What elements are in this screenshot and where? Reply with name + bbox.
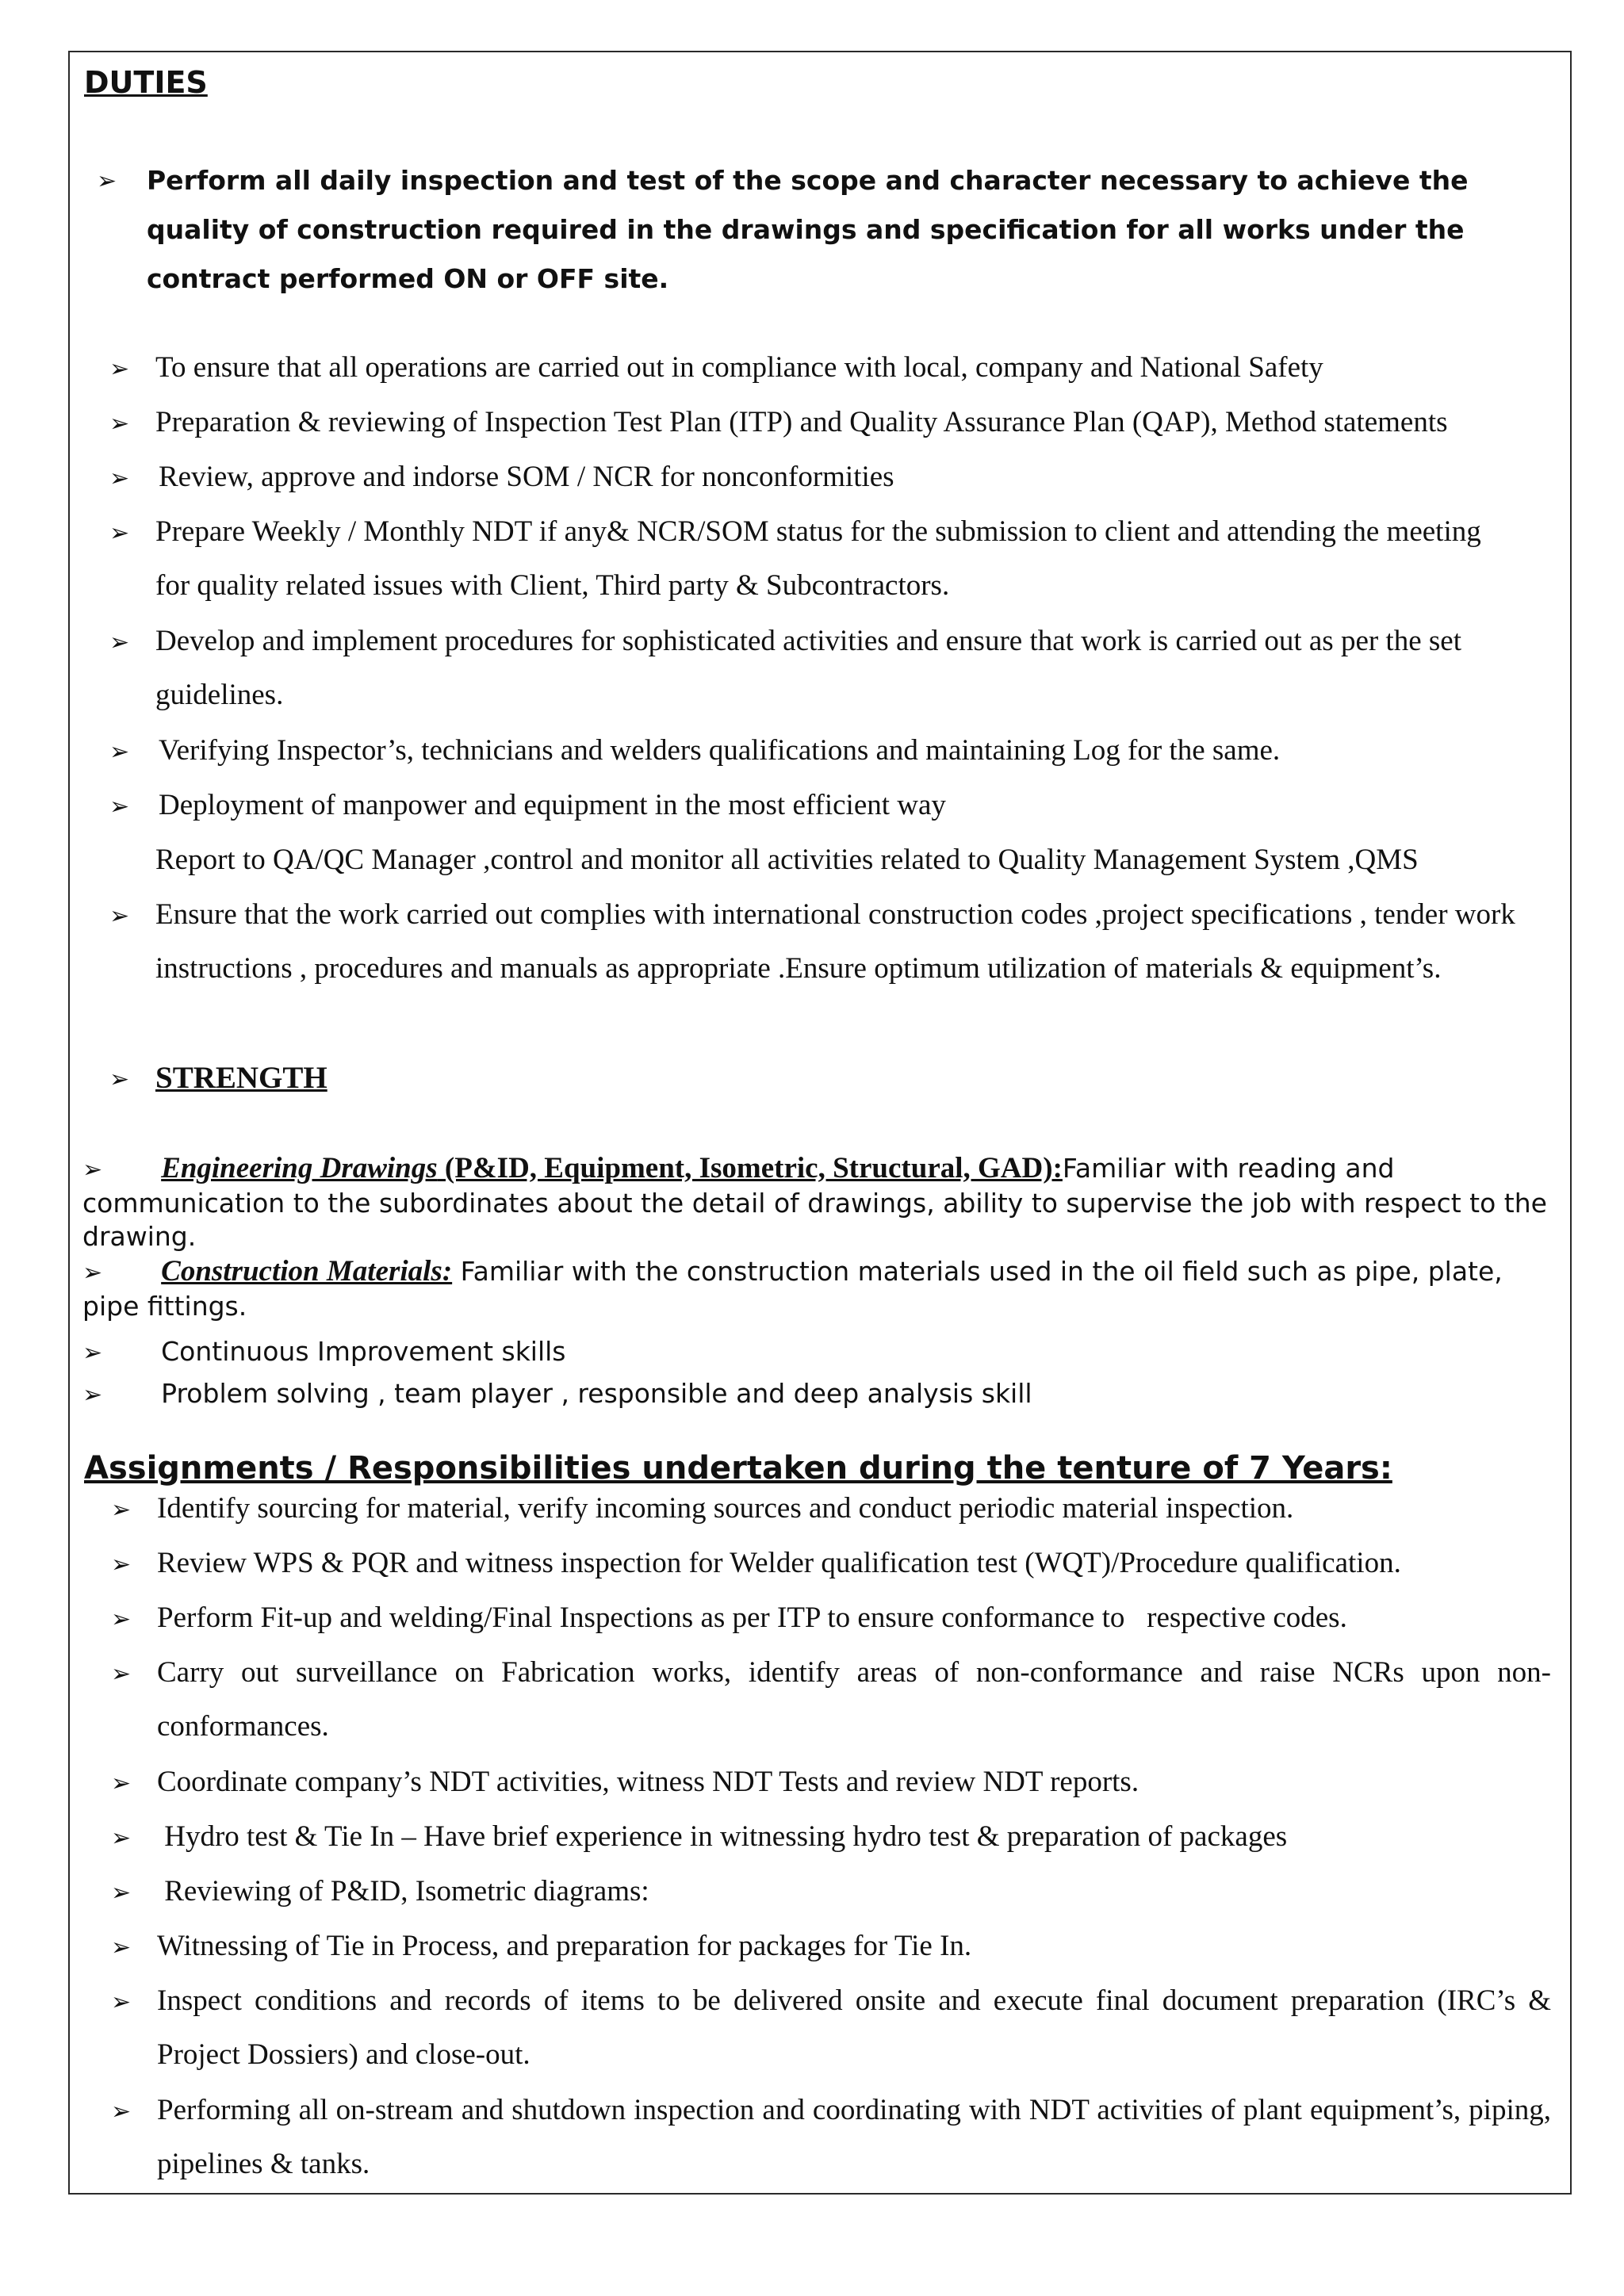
engineering-drawings-label: Engineering Drawings bbox=[161, 1152, 438, 1184]
construction-materials-text: Familiar with the construction materials used in the oil field such as pipe, plate, pipe fittings. bbox=[82, 1256, 1503, 1322]
arrow-bullet-icon: ➢ bbox=[111, 1605, 132, 1633]
duties-item: Deployment of manpower and equipment in the most efficient way bbox=[159, 789, 946, 821]
arrow-bullet-icon: ➢ bbox=[111, 1824, 132, 1852]
arrow-bullet-icon: ➢ bbox=[82, 1339, 103, 1367]
strength-skill bbox=[82, 1377, 1557, 1412]
arrow-bullet-icon: ➢ bbox=[109, 1066, 130, 1093]
assignment-item: Inspect conditions and records of items to be delivered onsite and execute final document preparation (IRC’s & Project Dossiers) and close-out. bbox=[157, 1984, 1551, 2071]
arrow-bullet-icon: ➢ bbox=[111, 1496, 132, 1524]
arrow-bullet-icon: ➢ bbox=[111, 1551, 132, 1578]
strength-materials bbox=[82, 1255, 1557, 1323]
arrow-bullet-icon: ➢ bbox=[109, 410, 130, 438]
assignment-item: Witnessing of Tie in Process, and preparation for packages for Tie In. bbox=[157, 1930, 972, 1962]
arrow-bullet-icon: ➢ bbox=[111, 1770, 132, 1797]
arrow-bullet-icon: ➢ bbox=[111, 2098, 132, 2126]
arrow-bullet-icon: ➢ bbox=[109, 902, 130, 930]
duties-bold-item: Perform all daily inspection and test of the scope and character necessary to achieve the quality of construction required in the drawings and specification for all works under the contract performed ON or OFF site. bbox=[147, 165, 1469, 294]
arrow-bullet-icon: ➢ bbox=[111, 1879, 132, 1907]
arrow-bullet-icon: ➢ bbox=[109, 355, 130, 383]
arrow-bullet-icon: ➢ bbox=[109, 519, 130, 547]
arrow-bullet-icon: ➢ bbox=[109, 629, 130, 656]
duties-item: To ensure that all operations are carried out in compliance with local, company and National Safety bbox=[155, 351, 1323, 384]
arrow-bullet-icon: ➢ bbox=[111, 1988, 132, 2016]
duties-item: Review, approve and indorse SOM / NCR for nonconformities bbox=[159, 461, 894, 493]
strength-skill bbox=[82, 1335, 1557, 1370]
assignment-item: Identify sourcing for material, verify incoming sources and conduct periodic material inspection. bbox=[157, 1492, 1294, 1525]
skill-text: Continuous Improvement skills bbox=[161, 1336, 566, 1367]
duties-item: Prepare Weekly / Monthly NDT if any& NCR/SOM status for the submission to client and attending the meeting for quality related issues with Client, Third party & Subcontractors. bbox=[155, 515, 1481, 602]
engineering-drawings-types: (P&ID, Equipment, Isometric, Structural, GAD): bbox=[437, 1152, 1063, 1184]
duties-item: Ensure that the work carried out complies with international construction codes ,project specifications , tender work instructions , procedures and manuals as appropriate .Ensure optimum utilization of materials & equipment’s. bbox=[155, 898, 1515, 985]
arrow-bullet-icon: ➢ bbox=[111, 1660, 132, 1688]
arrow-bullet-icon: ➢ bbox=[111, 1934, 132, 1961]
skill-text: Problem solving , team player , responsible and deep analysis skill bbox=[161, 1378, 1032, 1409]
engineering-drawings-text: Familiar with reading and communication to the subordinates about the detail of drawings, ability to supervise the job with respect to the drawing. bbox=[82, 1153, 1547, 1252]
assignment-item: Reviewing of P&ID, Isometric diagrams: bbox=[157, 1875, 649, 1908]
arrow-bullet-icon: ➢ bbox=[82, 1156, 103, 1184]
arrow-bullet-icon: ➢ bbox=[82, 1381, 103, 1409]
assignment-item: Review WPS & PQR and witness inspection for Welder qualification test (WQT)/Procedure qualification. bbox=[157, 1547, 1401, 1579]
arrow-bullet-icon: ➢ bbox=[109, 793, 130, 821]
arrow-bullet-icon: ➢ bbox=[82, 1259, 103, 1287]
arrow-bullet-icon: ➢ bbox=[109, 465, 130, 492]
duties-item: Develop and implement procedures for sophisticated activities and ensure that work is carried out as per the set guidelines. bbox=[155, 625, 1461, 711]
duties-item: Verifying Inspector’s, technicians and welders qualifications and maintaining Log for the same. bbox=[159, 734, 1281, 767]
assignments-heading: Assignments / Responsibilities undertaken during the tenture of 7 Years: bbox=[84, 1450, 1392, 1487]
duties-plain-line: Report to QA/QC Manager ,control and monitor all activities related to Quality Management System ,QMS bbox=[155, 844, 1419, 876]
arrow-bullet-icon: ➢ bbox=[109, 738, 130, 766]
construction-materials-label: Construction Materials: bbox=[161, 1255, 453, 1288]
strength-heading: STRENGTH bbox=[155, 1061, 327, 1095]
assignment-item: Perform Fit-up and welding/Final Inspections as per ITP to ensure conformance to respective codes. bbox=[157, 1601, 1347, 1634]
arrow-bullet-icon: ➢ bbox=[97, 167, 117, 195]
duties-heading: DUTIES bbox=[84, 65, 208, 100]
assignment-item: Carry out surveillance on Fabrication works, identify areas of non-conformance and raise NCRs upon non-conformances. bbox=[157, 1656, 1551, 1743]
assignment-item: Hydro test & Tie In – Have brief experience in witnessing hydro test & preparation of packages bbox=[157, 1820, 1288, 1853]
duties-item: Preparation & reviewing of Inspection Test Plan (ITP) and Quality Assurance Plan (QAP), Method statements bbox=[155, 406, 1448, 438]
assignment-item: Performing all on-stream and shutdown inspection and coordinating with NDT activities of plant equipment’s, piping, pipelines & tanks. bbox=[157, 2094, 1551, 2180]
strength-engineering bbox=[82, 1152, 1557, 1253]
assignment-item: Coordinate company’s NDT activities, witness NDT Tests and review NDT reports. bbox=[157, 1766, 1139, 1798]
